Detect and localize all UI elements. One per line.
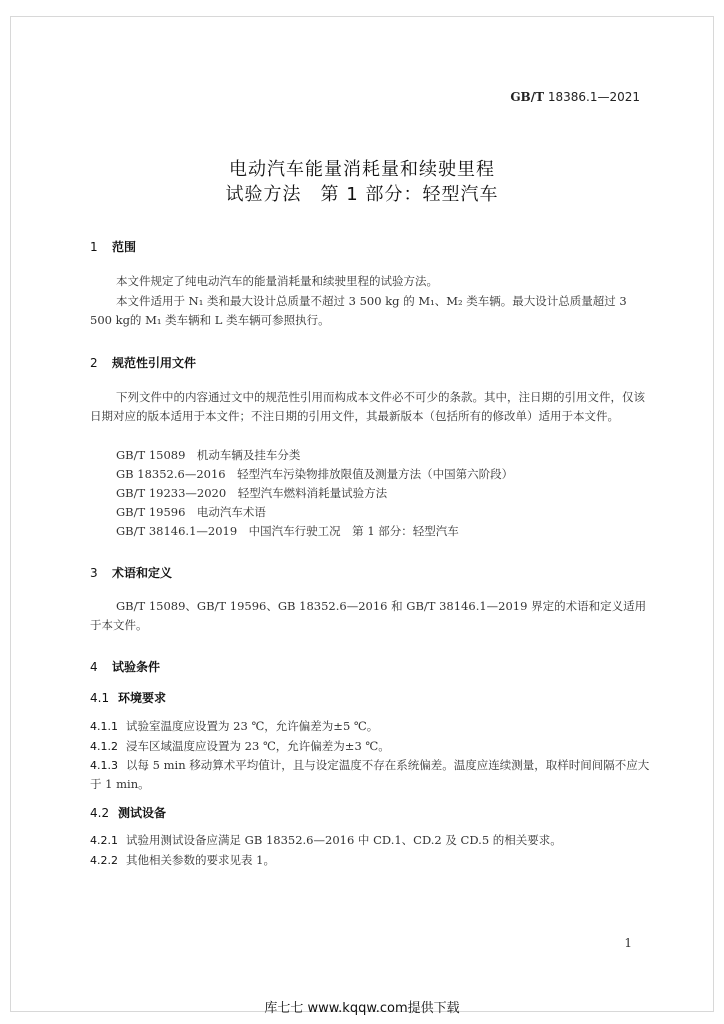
section-heading-normative-references	[90, 354, 196, 371]
reference-item: GB/T 15089 机动车辆及挂车分类	[116, 448, 301, 462]
scope-paragraph-1: 本文件规定了纯电动汽车的能量消耗量和续驶里程的试验方法。	[116, 274, 438, 288]
reference-item: GB 18352.6—2016 轻型汽车污染物排放限值及测量方法（中国第六阶段）	[116, 467, 514, 481]
section-heading-test-conditions	[90, 658, 160, 675]
clause-4-1-3	[90, 756, 650, 794]
clause-4-1-2	[90, 737, 650, 756]
reference-item: GB/T 19233—2020 轻型汽车燃料消耗量试验方法	[116, 486, 388, 500]
section-heading-terms	[90, 564, 172, 581]
standard-code: 18386.1—2021	[544, 90, 640, 104]
clause-text: 其他相关参数的要求见表 1。	[126, 853, 275, 867]
subsection-title: 环境要求	[118, 691, 167, 705]
subsection-number: 4.2	[90, 806, 110, 820]
document-title-line-1: 电动汽车能量消耗量和续驶里程	[229, 159, 495, 180]
reference-item: GB/T 19596 电动汽车术语	[116, 505, 266, 519]
clause-4-2-2	[90, 851, 650, 870]
reference-item: GB/T 38146.1—2019 中国汽车行驶工况 第 1 部分：轻型汽车	[116, 524, 459, 538]
clause-number: 4.1.1	[90, 720, 118, 733]
section-number: 2	[90, 356, 98, 370]
subsection-heading-environment	[90, 689, 166, 706]
terms-paragraph: GB/T 15089、GB/T 19596、GB 18352.6—2016 和 GB/T 38146.1—2019 界定的术语和定义适用于本文件。	[90, 599, 647, 632]
clause-number: 4.1.3	[90, 759, 118, 772]
clause-number: 4.1.2	[90, 740, 118, 753]
section-title: 术语和定义	[112, 566, 173, 580]
clause-number: 4.2.2	[90, 854, 118, 867]
section-number: 1	[90, 240, 98, 254]
section-title: 规范性引用文件	[112, 356, 197, 370]
subsection-number: 4.1	[90, 691, 110, 705]
section-number: 3	[90, 566, 98, 580]
standard-number	[510, 90, 640, 104]
clause-4-1-1	[90, 717, 650, 736]
clause-text: 以每 5 min 移动算术平均值计，且与设定温度不存在系统偏差。温度应连续测量，取样时间间隔不应大于 1 min。	[90, 758, 650, 791]
section-title: 范围	[112, 240, 137, 254]
clause-4-2-1	[90, 831, 650, 850]
document-title-line-2: 试验方法 第 1 部分：轻型汽车	[225, 184, 499, 205]
section-number: 4	[90, 660, 98, 674]
standard-prefix: GB/T	[510, 90, 545, 104]
section-heading-scope	[90, 238, 136, 255]
references-intro-paragraph: 下列文件中的内容通过文中的规范性引用而构成本文件必不可少的条款。其中，注日期的引用文件，仅该日期对应的版本适用于本文件；不注日期的引用文件，其最新版本（包括所有的修改单）适用于本文件。	[90, 390, 645, 423]
clause-text: 试验用测试设备应满足 GB 18352.6—2016 中 CD.1、CD.2 及 CD.5 的相关要求。	[126, 833, 562, 847]
scope-paragraph-2: 本文件适用于 N₁ 类和最大设计总质量不超过 3 500 kg 的 M₁、M₂ 类车辆。最大设计总质量超过 3 500 kg的 M₁ 类车辆和 L 类车辆可参照执行。	[90, 294, 627, 327]
subsection-heading-test-equipment	[90, 804, 166, 821]
subsection-title: 测试设备	[118, 806, 167, 820]
download-footer: 库七七 www.kqqw.com提供下载	[264, 1001, 460, 1016]
page-number: 1	[624, 936, 632, 950]
clause-text: 试验室温度应设置为 23 ℃，允许偏差为±5 ℃。	[126, 719, 379, 733]
clause-text: 浸车区域温度应设置为 23 ℃，允许偏差为±3 ℃。	[126, 739, 390, 753]
clause-number: 4.2.1	[90, 834, 118, 847]
section-title: 试验条件	[112, 660, 161, 674]
